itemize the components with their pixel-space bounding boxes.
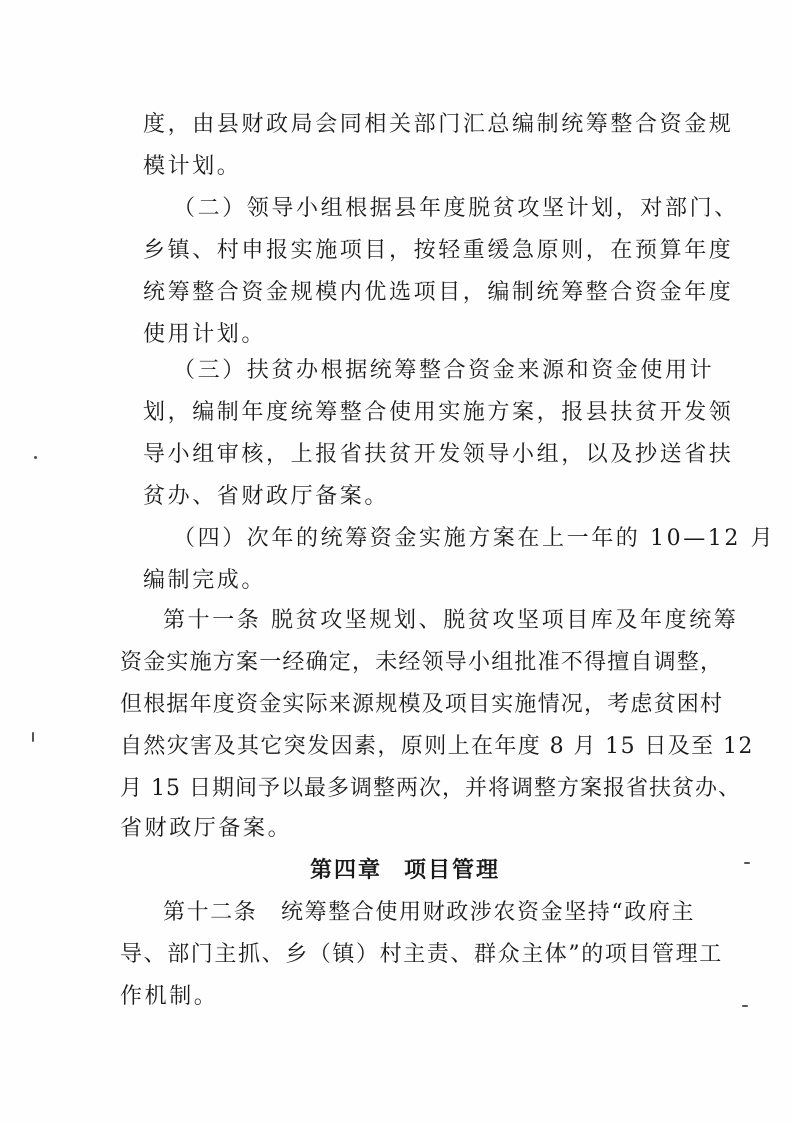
scan-speck (34, 456, 37, 459)
text-line: 度，由县财政局会同相关部门汇总编制统筹整合资金规 (143, 112, 734, 137)
text-line: 模计划。 (143, 154, 242, 179)
text-line: 使用计划。 (143, 322, 267, 347)
text-line: 资金实施方案一经确定，未经领导小组批准不得擅自调整， (120, 650, 724, 675)
text-line: 月 15 日期间予以最多调整两次，并将调整方案报省扶贫办、 (120, 776, 741, 801)
text-line: 但根据年度资金实际来源规模及项目实施情况，考虑贫困村 (120, 692, 724, 717)
text-line: 导小组审核，上报省扶贫开发领导小组，以及抄送省扶 (143, 442, 734, 467)
text-line: （二）领导小组根据县年度脱贫攻坚计划，对部门、 (173, 196, 739, 221)
scan-speck (742, 1005, 748, 1007)
text-line: 第十二条 统筹整合使用财政涉农资金坚持“政府主 (163, 900, 696, 925)
text-line: 自然灾害及其它突发因素，原则上在年度 8 月 15 日及至 12 (120, 734, 754, 759)
scan-speck (32, 732, 34, 742)
chapter-heading (310, 856, 500, 886)
text-line: 统筹整合资金规模内优选项目，编制统筹整合资金年度 (143, 280, 734, 305)
chapter-title: 项目管理 (404, 858, 501, 883)
text-line: 编制完成。 (143, 568, 267, 593)
text-line: 乡镇、村申报实施项目，按轻重缓急原则，在预算年度 (143, 238, 734, 263)
text-line: （四）次年的统筹资金实施方案在上一年的 10—12 月 (173, 526, 776, 551)
text-line: 贫办、省财政厅备案。 (143, 484, 390, 509)
text-line: （三）扶贫办根据统筹整合资金来源和资金使用计 (173, 358, 715, 383)
text-line: 划，编制年度统筹整合使用实施方案，报县扶贫开发领 (143, 400, 734, 425)
chapter-number: 第四章 (310, 858, 383, 883)
text-line: 作机制。 (120, 984, 219, 1009)
text-line: 导、部门主抓、乡（镇）村主责、群众主体”的项目管理工 (120, 942, 723, 967)
text-line: 第十一条 脱贫攻坚规划、脱贫攻坚项目库及年度统筹 (163, 608, 739, 633)
scan-speck (744, 862, 750, 864)
text-line: 省财政厅备案。 (120, 816, 293, 841)
